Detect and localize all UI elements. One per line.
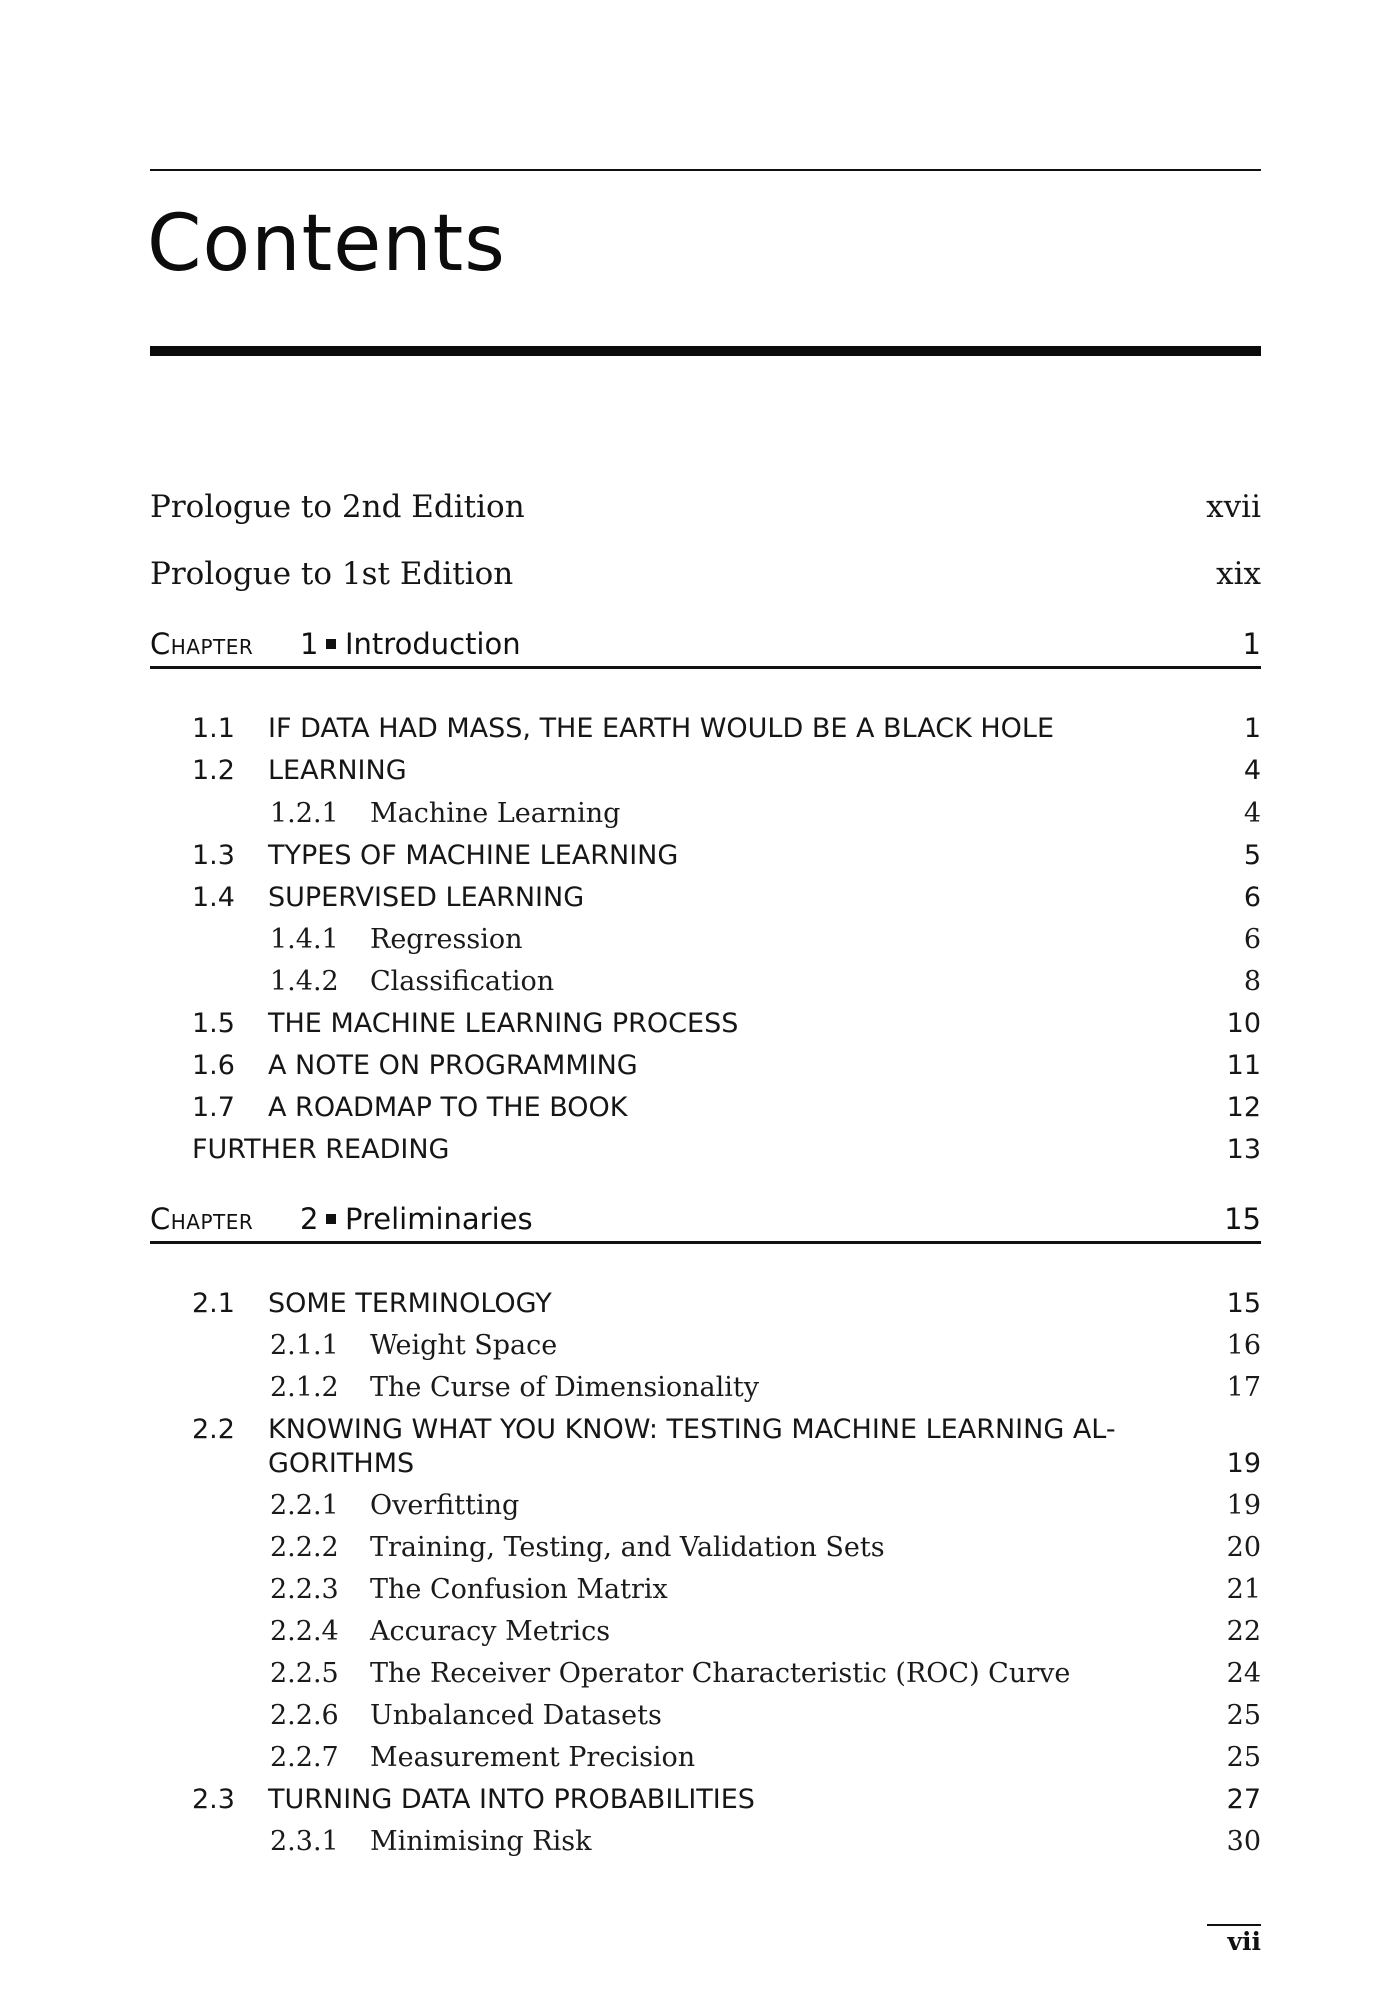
toc-page-number: 20 bbox=[1226, 1532, 1261, 1563]
section-title: A ROADMAP TO THE BOOK bbox=[268, 1092, 628, 1123]
section-number: 1.2 bbox=[192, 755, 235, 786]
subsection-title: Minimising Risk bbox=[370, 1826, 592, 1857]
subsection-title: Machine Learning bbox=[370, 798, 621, 829]
subsection-number: 2.2.5 bbox=[270, 1658, 339, 1689]
subsection-number: 2.2.3 bbox=[270, 1574, 339, 1605]
toc-section[interactable] bbox=[150, 877, 1261, 919]
toc-section[interactable] bbox=[150, 708, 1261, 750]
subsection-title: Classification bbox=[370, 966, 555, 997]
section-title: SUPERVISED LEARNING bbox=[268, 882, 585, 913]
toc-page-number: 19 bbox=[1226, 1448, 1261, 1479]
section-number: 2.2 bbox=[192, 1414, 235, 1445]
toc-page-number: 1 bbox=[1242, 627, 1261, 661]
toc-page-number: 6 bbox=[1243, 924, 1261, 955]
toc-page-number: 1 bbox=[1243, 713, 1261, 744]
toc-chapter-1[interactable] bbox=[150, 619, 1261, 669]
toc-section[interactable] bbox=[150, 750, 1261, 792]
toc-prologue-1st[interactable] bbox=[150, 553, 1261, 595]
section-number: 1.1 bbox=[192, 713, 235, 744]
section-number: 2.1 bbox=[192, 1288, 235, 1319]
chapter-title: Preliminaries bbox=[345, 1202, 533, 1236]
toc-page-number: 12 bbox=[1226, 1092, 1261, 1123]
toc-subsection[interactable] bbox=[150, 1821, 1261, 1863]
square-bullet-icon bbox=[326, 1214, 336, 1224]
subsection-title: The Receiver Operator Characteristic (ROC) Curve bbox=[370, 1658, 1071, 1689]
square-bullet-icon bbox=[326, 639, 336, 649]
toc-page-number: 10 bbox=[1226, 1008, 1261, 1039]
subsection-number: 1.2.1 bbox=[270, 798, 339, 829]
toc-page-number: 19 bbox=[1226, 1490, 1261, 1521]
subsection-number: 2.2.7 bbox=[270, 1742, 339, 1773]
toc-subsection[interactable] bbox=[150, 1653, 1261, 1695]
subsection-number: 2.2.1 bbox=[270, 1490, 339, 1521]
section-title: THE MACHINE LEARNING PROCESS bbox=[268, 1008, 739, 1039]
toc-page-number: 13 bbox=[1226, 1134, 1261, 1165]
toc-page-number: 30 bbox=[1226, 1826, 1261, 1857]
section-title: A NOTE ON PROGRAMMING bbox=[268, 1050, 638, 1081]
toc-page-number: 5 bbox=[1243, 840, 1261, 871]
section-title: TYPES OF MACHINE LEARNING bbox=[268, 840, 679, 871]
section-number: 1.3 bbox=[192, 840, 235, 871]
section-title: GORITHMS bbox=[268, 1448, 415, 1479]
chapter-rule bbox=[150, 666, 1261, 669]
toc-subsection[interactable] bbox=[150, 1569, 1261, 1611]
subsection-title: Training, Testing, and Validation Sets bbox=[370, 1532, 885, 1563]
toc-subsection[interactable] bbox=[150, 1737, 1261, 1779]
toc-section-continuation[interactable] bbox=[150, 1443, 1261, 1485]
section-title: IF DATA HAD MASS, THE EARTH WOULD BE A BLACK HOLE bbox=[268, 713, 1055, 744]
toc-chapter-2[interactable] bbox=[150, 1194, 1261, 1244]
section-number: 1.7 bbox=[192, 1092, 235, 1123]
toc-section[interactable] bbox=[150, 1779, 1261, 1821]
subsection-number: 2.2.2 bbox=[270, 1532, 339, 1563]
subsection-number: 2.2.4 bbox=[270, 1616, 339, 1647]
toc-page-number: 6 bbox=[1243, 882, 1261, 913]
page-folio: vii bbox=[1227, 1927, 1261, 1956]
toc-entry-title: Prologue to 2nd Edition bbox=[150, 489, 525, 525]
toc-entry-title: Prologue to 1st Edition bbox=[150, 556, 514, 592]
toc-page-number: xix bbox=[1216, 556, 1261, 592]
section-number: 1.6 bbox=[192, 1050, 235, 1081]
section-number: 1.4 bbox=[192, 882, 235, 913]
subsection-number: 2.2.6 bbox=[270, 1700, 339, 1731]
section-title: TURNING DATA INTO PROBABILITIES bbox=[268, 1784, 755, 1815]
toc-page-number: 27 bbox=[1226, 1784, 1261, 1815]
subsection-title: The Confusion Matrix bbox=[370, 1574, 668, 1605]
chapter-number: 1 bbox=[300, 627, 319, 661]
toc-page-number: 24 bbox=[1226, 1658, 1261, 1689]
toc-subsection[interactable] bbox=[150, 1325, 1261, 1367]
section-title: LEARNING bbox=[268, 755, 407, 786]
toc-section[interactable] bbox=[150, 1283, 1261, 1325]
subsection-number: 2.3.1 bbox=[270, 1826, 339, 1857]
top-rule bbox=[150, 169, 1261, 171]
subsection-title: Regression bbox=[370, 924, 523, 955]
subsection-title: Unbalanced Datasets bbox=[370, 1700, 662, 1731]
toc-section[interactable] bbox=[150, 1087, 1261, 1129]
subsection-title: The Curse of Dimensionality bbox=[370, 1372, 760, 1403]
section-title: FURTHER READING bbox=[192, 1134, 450, 1165]
subsection-number: 2.1.1 bbox=[270, 1330, 339, 1361]
chapter-label: Chapter bbox=[150, 1202, 254, 1236]
toc-page-number: 15 bbox=[1224, 1202, 1261, 1236]
toc-page-number: 11 bbox=[1226, 1050, 1261, 1081]
toc-page-number: 4 bbox=[1243, 798, 1261, 829]
subsection-title: Weight Space bbox=[370, 1330, 558, 1361]
toc-prologue-2nd[interactable] bbox=[150, 486, 1261, 528]
title-underline bbox=[150, 346, 1261, 356]
toc-subsection[interactable] bbox=[150, 919, 1261, 961]
section-number: 1.5 bbox=[192, 1008, 235, 1039]
toc-page-number: 17 bbox=[1226, 1372, 1261, 1403]
toc-subsection[interactable] bbox=[150, 1485, 1261, 1527]
page-title: Contents bbox=[147, 199, 506, 289]
toc-section[interactable] bbox=[150, 835, 1261, 877]
toc-page-number: xvii bbox=[1206, 489, 1261, 525]
toc-subsection[interactable] bbox=[150, 793, 1261, 835]
toc-section[interactable] bbox=[150, 1003, 1261, 1045]
toc-page-number: 22 bbox=[1226, 1616, 1261, 1647]
subsection-number: 1.4.1 bbox=[270, 924, 339, 955]
toc-subsection[interactable] bbox=[150, 1695, 1261, 1737]
toc-page-number: 21 bbox=[1226, 1574, 1261, 1605]
chapter-title: Introduction bbox=[345, 627, 521, 661]
toc-page-number: 8 bbox=[1243, 966, 1261, 997]
toc-subsection[interactable] bbox=[150, 961, 1261, 1003]
toc-page-number: 15 bbox=[1226, 1288, 1261, 1319]
toc-subsection[interactable] bbox=[150, 1527, 1261, 1569]
section-title: SOME TERMINOLOGY bbox=[268, 1288, 552, 1319]
subsection-number: 2.1.2 bbox=[270, 1372, 339, 1403]
toc-subsection[interactable] bbox=[150, 1367, 1261, 1409]
subsection-title: Accuracy Metrics bbox=[370, 1616, 611, 1647]
subsection-number: 1.4.2 bbox=[270, 966, 339, 997]
section-title: KNOWING WHAT YOU KNOW: TESTING MACHINE LEARNING AL- bbox=[268, 1414, 1116, 1445]
chapter-number: 2 bbox=[300, 1202, 319, 1236]
toc-page-number: 25 bbox=[1226, 1742, 1261, 1773]
chapter-rule bbox=[150, 1241, 1261, 1244]
toc-subsection[interactable] bbox=[150, 1611, 1261, 1653]
subsection-title: Overfitting bbox=[370, 1490, 520, 1521]
section-number: 2.3 bbox=[192, 1784, 235, 1815]
subsection-title: Measurement Precision bbox=[370, 1742, 696, 1773]
toc-section[interactable] bbox=[150, 1045, 1261, 1087]
toc-section-further-reading[interactable] bbox=[150, 1129, 1261, 1171]
toc-page-number: 25 bbox=[1226, 1700, 1261, 1731]
toc-page-number: 16 bbox=[1226, 1330, 1261, 1361]
toc-page-number: 4 bbox=[1243, 755, 1261, 786]
chapter-label: Chapter bbox=[150, 627, 254, 661]
